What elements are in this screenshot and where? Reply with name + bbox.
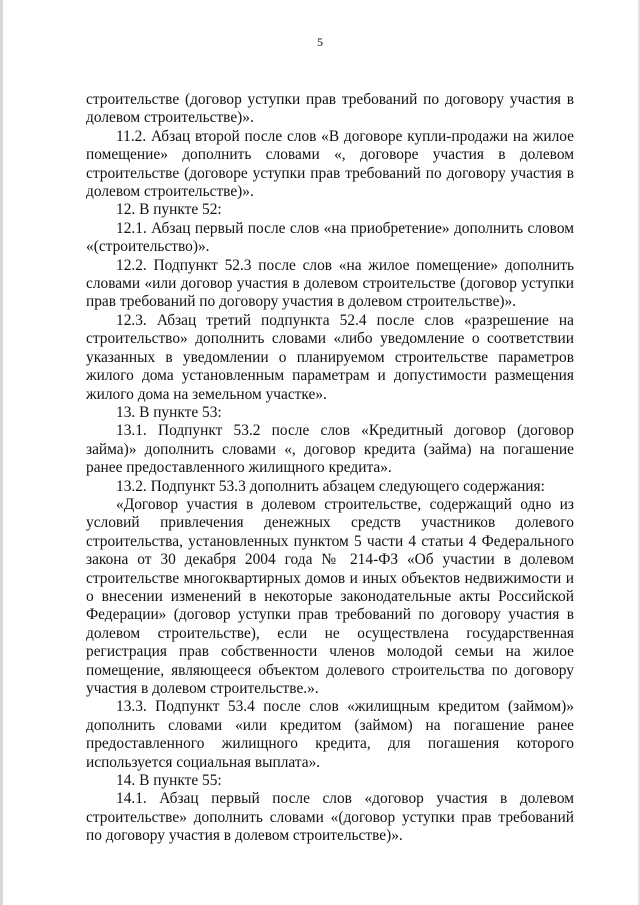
paragraph-13-2: 13.2. Подпункт 53.3 дополнить абзацем следующего содержания:	[116, 477, 545, 495]
paragraph-quote: «Договор участия в долевом строительстве, содержащий одно из условий привлечения денежных средств участников долевого строительства, установленных пунктом 5 части 4 статьи 4 Федерального закона от 30 декабря 2004 года № 214-ФЗ «Об участии в долевом строительстве многоквартирных домов и иных объектов недвижимости и о внесении изменений в некоторые законодательные акты Российской Федерации» (договор уступки прав требований по договору участия в долевом строительстве), если не осуществлена государственная регистрация прав собственности членов молодой семьи на жилое помещение, являющееся объектом долевого строительства по договору участия в долевом строительстве.».	[86, 495, 574, 697]
paragraph-13: 13. В пункте 53:	[116, 403, 222, 421]
paragraph-continuation: строительстве (договор уступки прав требований по договору участия в долевом строительстве)».	[86, 91, 574, 127]
scan-edge-left	[0, 0, 3, 905]
paragraph-13-1: 13.1. Подпункт 53.2 после слов «Кредитный договор (договор займа)» дополнить словами «, договор кредита (займа) на погашение ранее предоставленного жилищного кредита».	[86, 422, 574, 477]
document-body	[86, 91, 574, 846]
page-number: 5	[317, 35, 323, 49]
paragraph-12: 12. В пункте 52:	[116, 201, 222, 219]
paragraph-14: 14. В пункте 55:	[116, 772, 222, 790]
paragraph-12-1: 12.1. Абзац первый после слов «на приобретение» дополнить словом «(строительство)».	[86, 219, 574, 256]
paragraph-12-3: 12.3. Абзац третий подпункта 52.4 после слов «разрешение на строительство» дополнить словами «либо уведомление о соответствии указанных в уведомлении о планируемом строительстве параметров жилого дома установленным параметрам и допустимости размещения жилого дома на земельном участке».	[86, 311, 574, 403]
paragraph-13-3: 13.3. Подпункт 53.4 после слов «жилищным кредитом (займом)» дополнить словами «или кредитом (займом) на погашение ранее предоставленного жилищного кредита, для погашения которого используется социальная выплата».	[86, 698, 574, 771]
paragraph-11-2: 11.2. Абзац второй после слов «В договоре купли-продажи на жилое помещение» дополнить словами «, договоре участия в долевом строительстве (договоре уступки прав требований по договору участия в долевом строительстве)».	[86, 127, 574, 201]
paragraph-14-1: 14.1. Абзац первый после слов «договор участия в долевом строительстве» дополнить словами «(договор уступки прав требований по договору участия в долевом строительстве)».	[86, 790, 574, 845]
paragraph-12-2: 12.2. Подпункт 52.3 после слов «на жилое помещение» дополнить словами «или договор участия в долевом строительстве (договор уступки прав требований по договору участия в долевом строительстве)».	[86, 256, 574, 311]
